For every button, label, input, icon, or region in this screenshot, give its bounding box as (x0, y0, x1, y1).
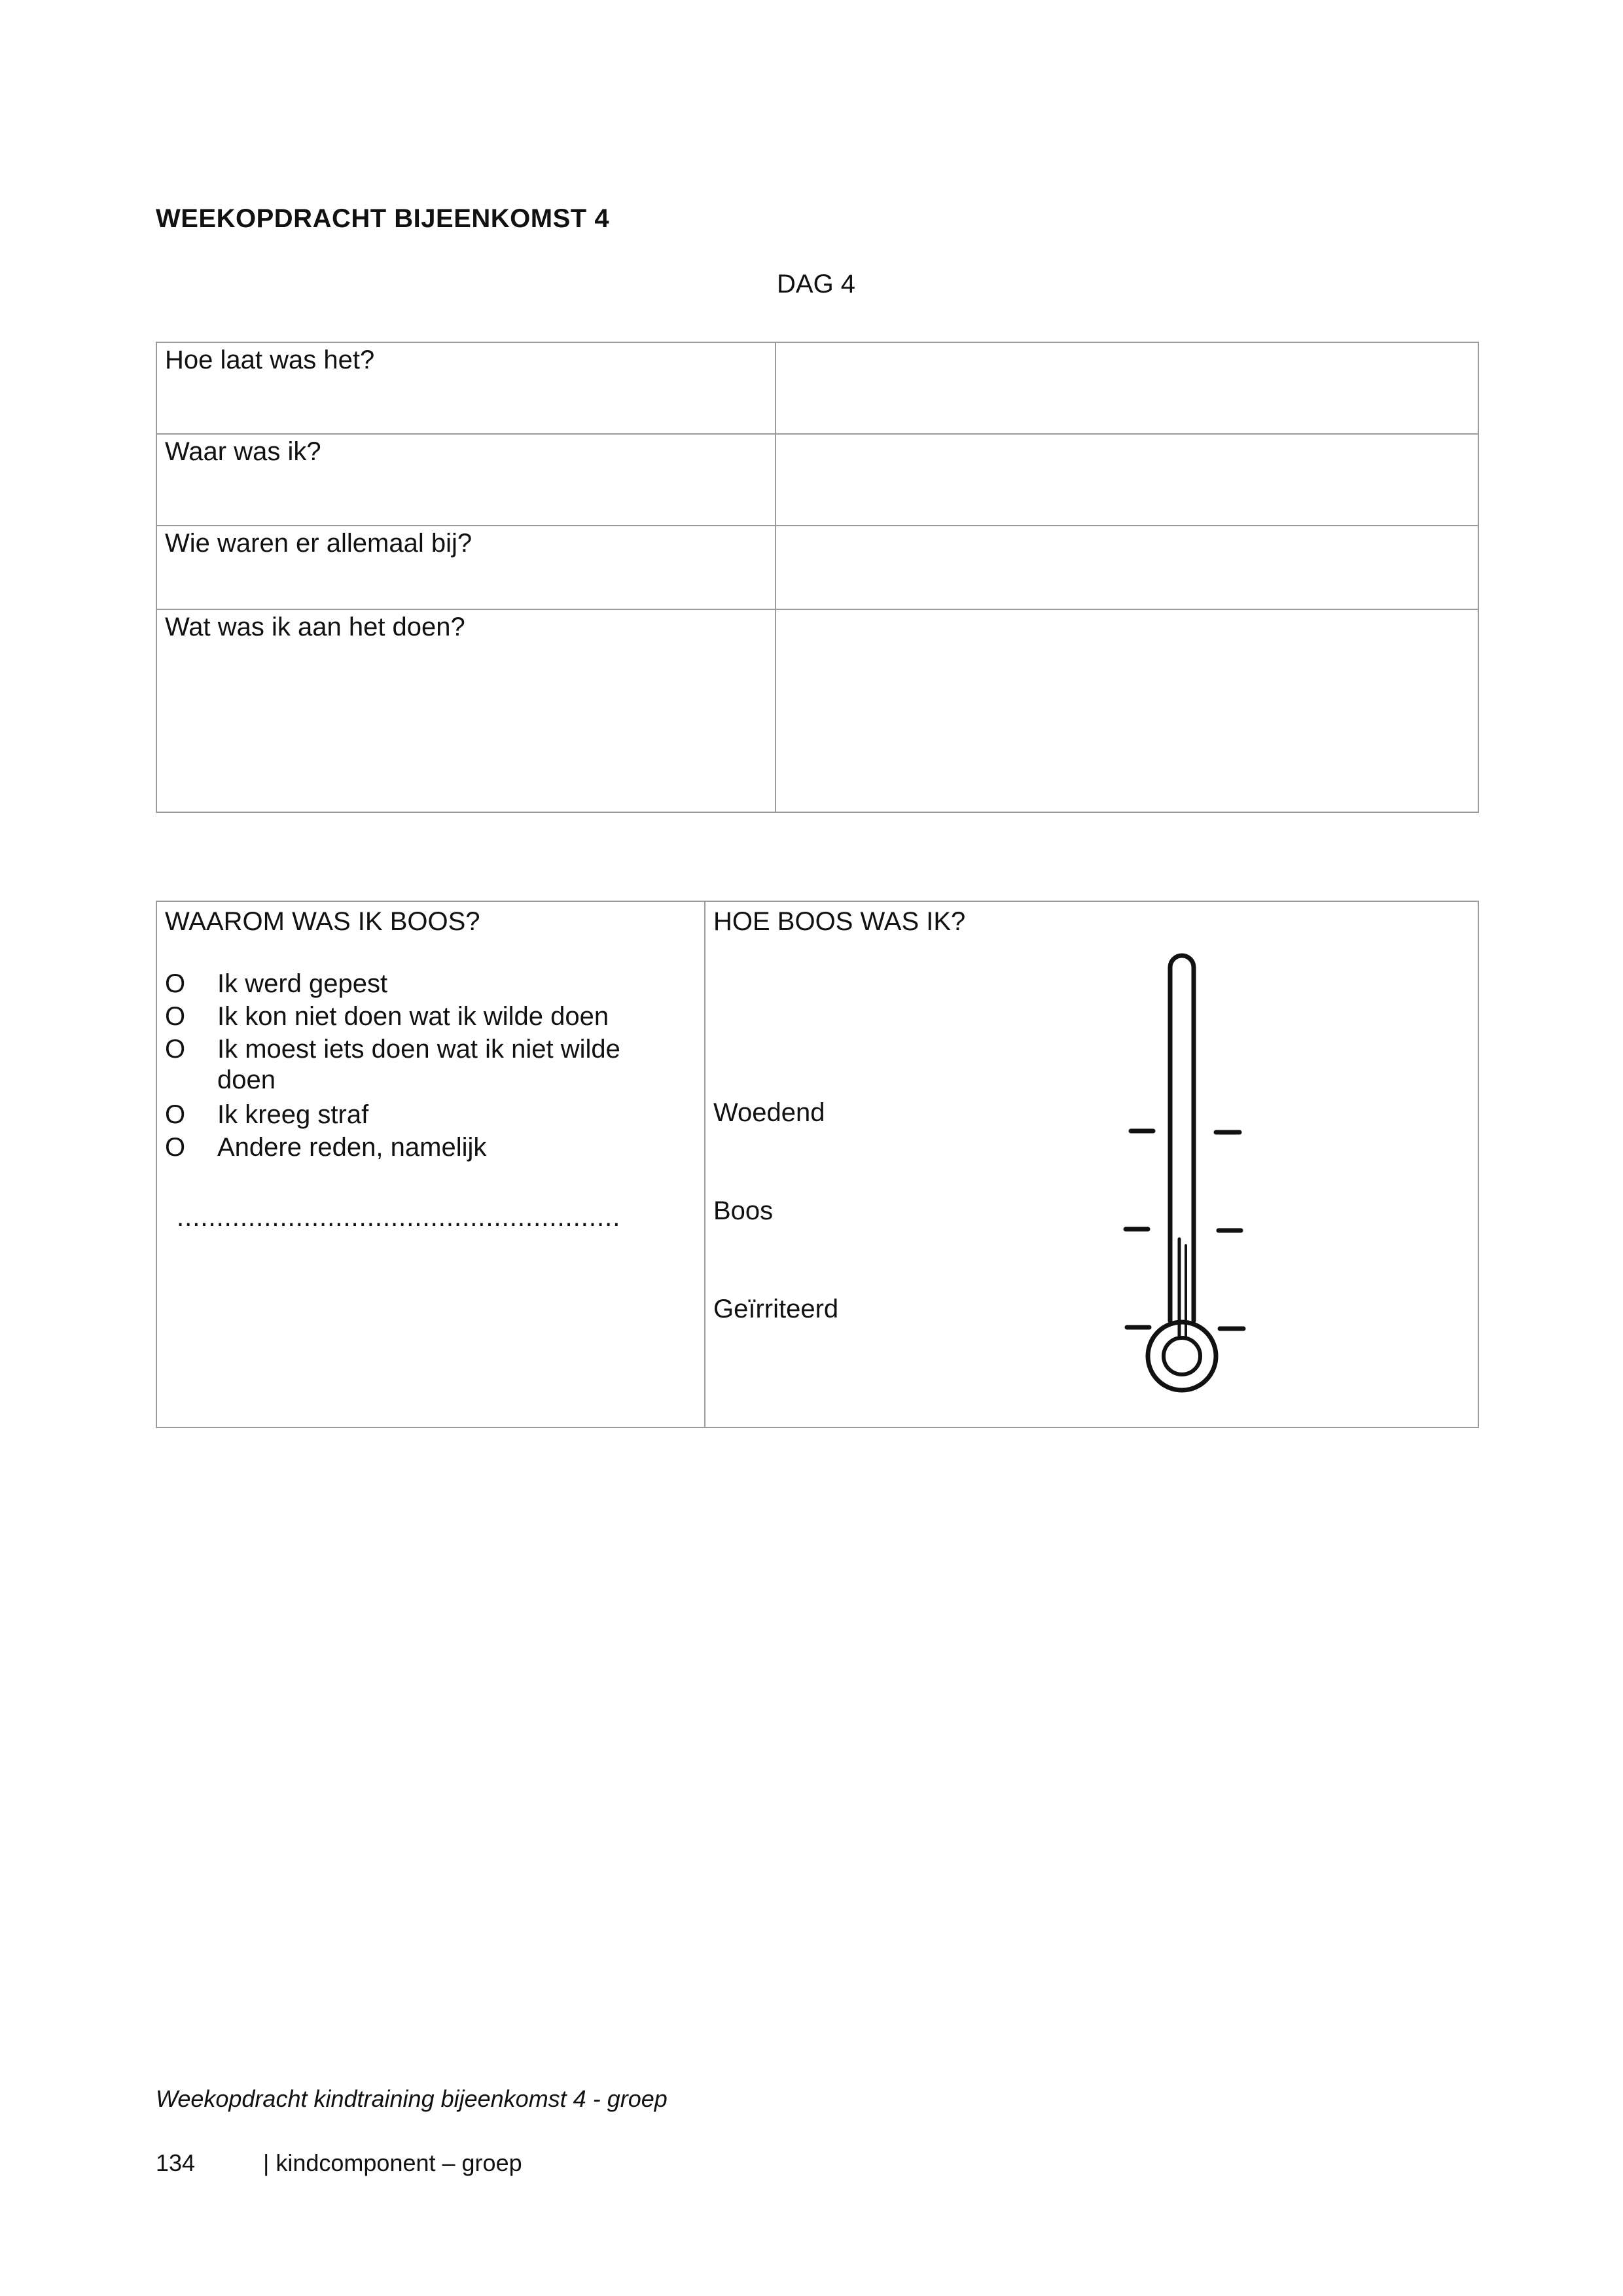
intensity-header: HOE BOOS WAS IK? (713, 907, 966, 936)
reason-option[interactable] (165, 1098, 368, 1131)
intensity-cell (705, 901, 1478, 1427)
reason-label: Ik moest iets doen wat ik niet wilde (217, 1035, 620, 1064)
question-time: Hoe laat was het? (156, 342, 776, 434)
reason-option[interactable] (165, 1131, 486, 1164)
footer-caption: Weekopdracht kindtraining bijeenkomst 4 - groep (156, 2085, 668, 2112)
question-people: Wie waren er allemaal bij? (156, 526, 776, 609)
reason-label: Ik kreeg straf (217, 1100, 369, 1129)
table-row (156, 609, 1478, 812)
anger-table (156, 901, 1479, 1428)
page-title: WEEKOPDRACHT BIJEENKOMST 4 (156, 204, 610, 233)
level-geirriteerd: Geïrriteerd (713, 1295, 839, 1323)
question-place: Waar was ik? (156, 434, 776, 526)
checkbox-circle-icon[interactable]: O (165, 1133, 186, 1162)
reasons-cell (156, 901, 705, 1427)
checkbox-circle-icon[interactable]: O (165, 1035, 186, 1064)
answer-field-place[interactable] (776, 434, 1478, 526)
reason-option[interactable] (165, 1033, 620, 1066)
level-woedend: Woedend (713, 1098, 825, 1127)
answer-field-people[interactable] (776, 526, 1478, 609)
reason-label: Andere reden, namelijk (217, 1133, 487, 1162)
thermometer-icon (1064, 941, 1287, 1412)
table-row (156, 342, 1478, 434)
other-reason-dotted-line[interactable]: ........................................................ (177, 1203, 621, 1232)
question-activity: Wat was ik aan het doen? (156, 609, 776, 812)
checkbox-circle-icon[interactable]: O (165, 1100, 186, 1129)
table-row (156, 434, 1478, 526)
answer-field-time[interactable] (776, 342, 1478, 434)
reason-option[interactable] (165, 1000, 609, 1033)
reason-label-continuation: doen (217, 1066, 276, 1094)
reason-option[interactable] (165, 967, 387, 1000)
page-number: 134 (156, 2149, 196, 2176)
reason-label: Ik werd gepest (217, 969, 388, 998)
checkbox-circle-icon[interactable]: O (165, 969, 186, 998)
situation-table (156, 342, 1479, 813)
running-head: | kindcomponent – groep (263, 2149, 522, 2176)
reasons-header: WAAROM WAS IK BOOS? (165, 907, 480, 936)
table-row (156, 901, 1478, 1427)
day-label: DAG 4 (777, 270, 856, 298)
checkbox-circle-icon[interactable]: O (165, 1002, 186, 1031)
level-boos: Boos (713, 1196, 774, 1225)
table-row (156, 526, 1478, 609)
answer-field-activity[interactable] (776, 609, 1478, 812)
reason-label: Ik kon niet doen wat ik wilde doen (217, 1002, 609, 1031)
